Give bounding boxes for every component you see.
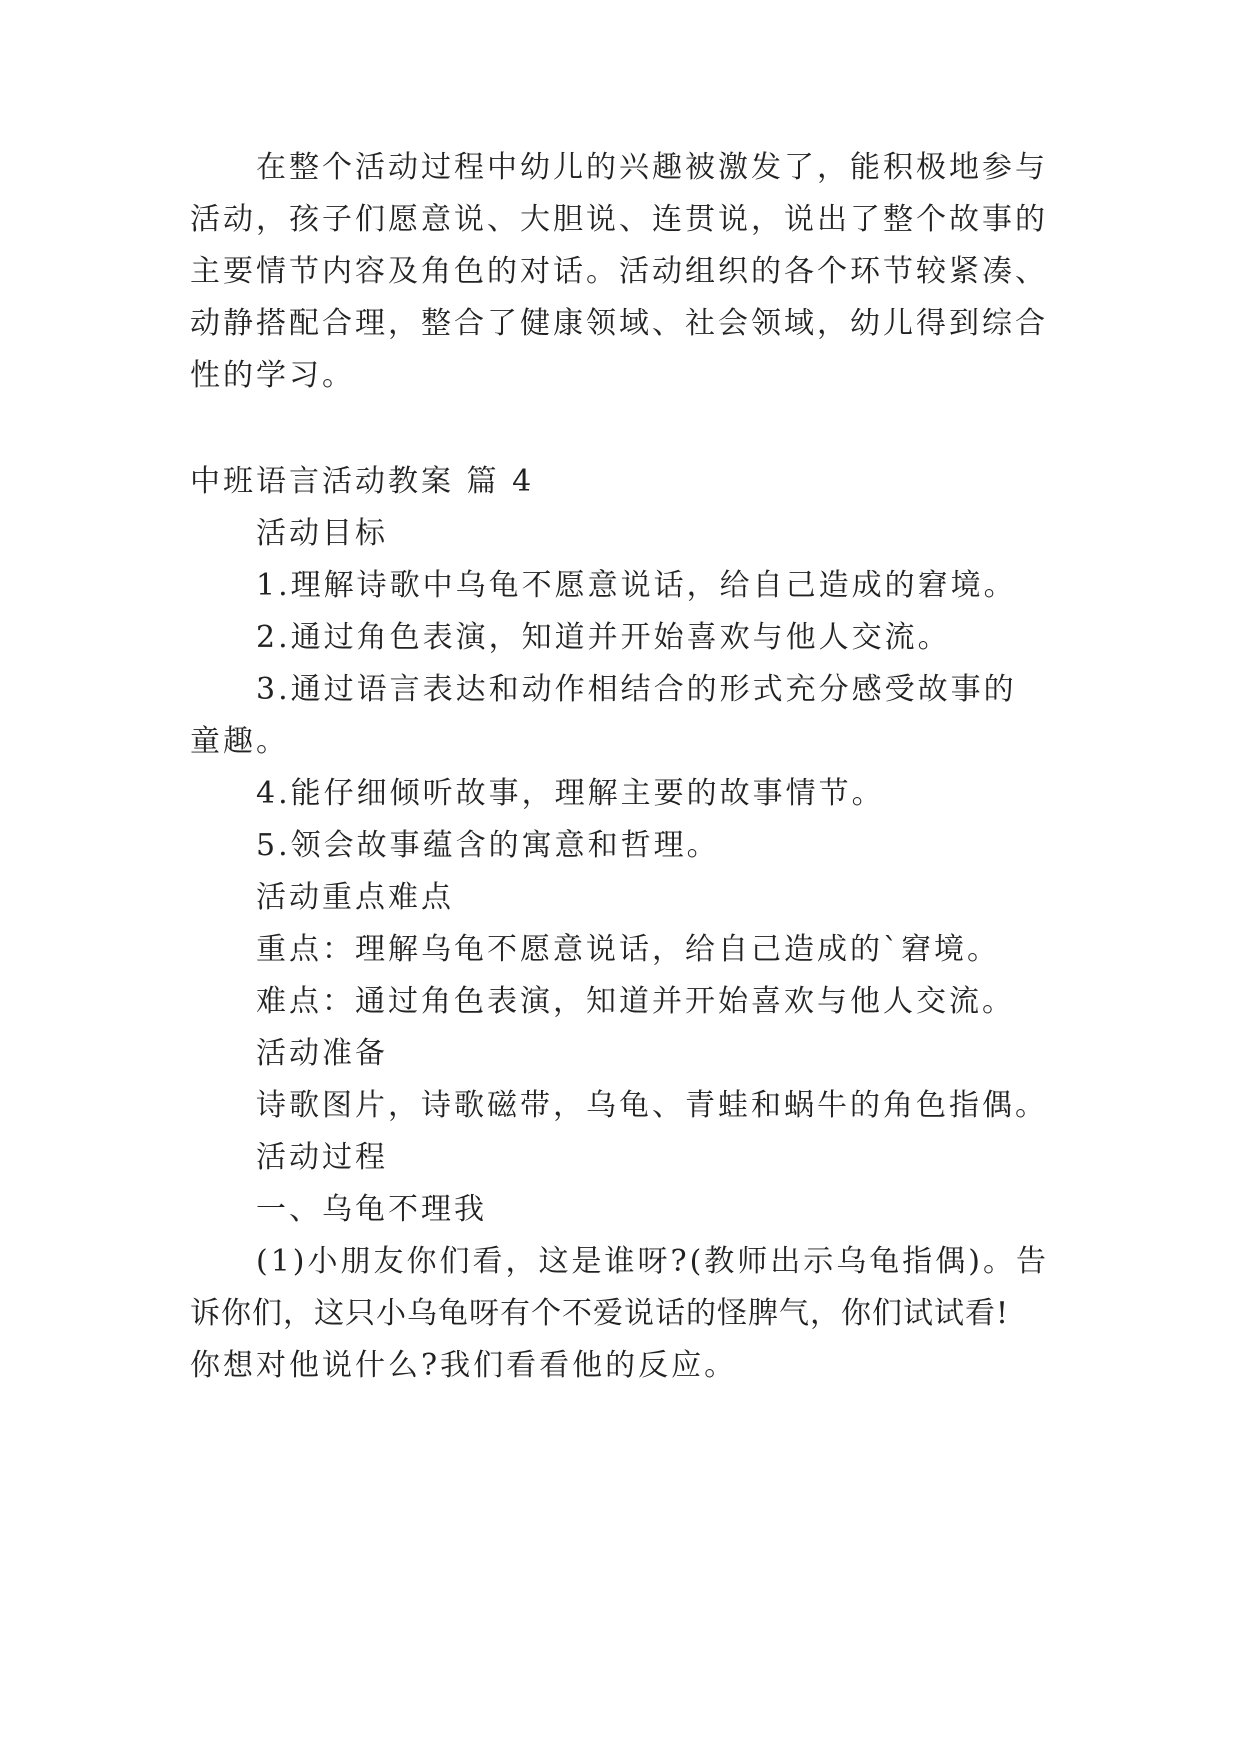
objectives-heading: 活动目标 <box>256 516 388 551</box>
paragraph-line: 性的学习。 <box>190 358 355 393</box>
section-title: 中班语言活动教案 篇 4 <box>190 464 535 499</box>
paragraph-line: 在整个活动过程中幼儿的兴趣被激发了，能积极地参与 <box>256 150 1048 185</box>
objective-item: 5.领会故事蕴含的寓意和哲理。 <box>256 828 720 863</box>
objective-item: 4.能仔细倾听故事，理解主要的故事情节。 <box>256 776 885 811</box>
objective-item: 3.通过语言表达和动作相结合的形式充分感受故事的 <box>256 672 1017 707</box>
paragraph-line: 主要情节内容及角色的对话。活动组织的各个环节较紧凑、 <box>190 254 1048 289</box>
process-heading: 活动过程 <box>256 1140 388 1175</box>
preparation-text: 诗歌图片，诗歌磁带，乌龟、青蛙和蜗牛的角色指偶。 <box>256 1088 1048 1123</box>
process-step-line: 诉你们，这只小乌龟呀有个不爱说话的怪脾气，你们试试看! <box>190 1296 1010 1331</box>
key-point-focus: 重点：理解乌龟不愿意说话，给自己造成的`窘境。 <box>256 932 1000 967</box>
key-point-difficulty: 难点：通过角色表演，知道并开始喜欢与他人交流。 <box>256 984 1015 1019</box>
objective-item: 2.通过角色表演，知道并开始喜欢与他人交流。 <box>256 620 951 655</box>
process-step-line: 你想对他说什么?我们看看他的反应。 <box>190 1348 738 1383</box>
objective-item: 1.理解诗歌中乌龟不愿意说话，给自己造成的窘境。 <box>256 568 1017 603</box>
process-step-title: 一、乌龟不理我 <box>256 1192 487 1227</box>
paragraph-line: 活动，孩子们愿意说、大胆说、连贯说，说出了整个故事的 <box>190 202 1048 237</box>
key-points-heading: 活动重点难点 <box>256 880 454 915</box>
process-step-line: (1)小朋友你们看，这是谁呀?(教师出示乌龟指偶)。告 <box>256 1244 1049 1279</box>
preparation-heading: 活动准备 <box>256 1036 388 1071</box>
paragraph-line: 动静搭配合理，整合了健康领域、社会领域，幼儿得到综合 <box>190 306 1048 341</box>
objective-item-continuation: 童趣。 <box>190 724 289 759</box>
